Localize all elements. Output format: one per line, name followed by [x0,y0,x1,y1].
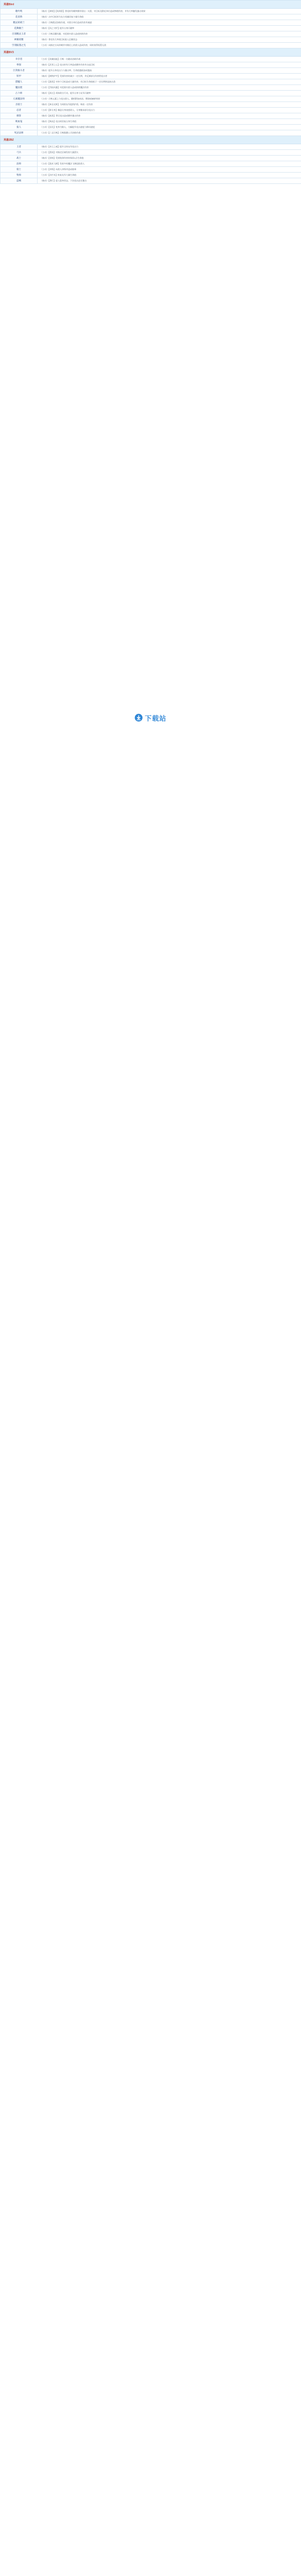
item-name: 巨剑格斗者 [1,68,38,74]
table-row [1,20,301,26]
item-name: 铁甲 [1,74,38,79]
item-description: （主动）【烈焰风暴】对范围内敌人造成持续魔法伤害 [38,85,301,91]
item-name: 拳探 [1,62,38,68]
item-description: （被动）【坚韧】受到致命伤害时保留1点生命值 [38,156,301,161]
table-row [1,156,301,161]
table-row [1,91,301,96]
item-name: 神翼妖精 [1,37,38,43]
item-name: 刺客 [1,113,38,119]
item-description: （主动）【狂化】变身为狼人，大幅提升攻击速度与移动速度 [38,125,301,130]
item-name: 狼人 [1,125,38,130]
item-description: （被动）提升自身攻击力与暴击率，生命值越低加成越高 [38,68,301,74]
table-row [1,130,301,136]
watermark [120,711,181,724]
table-row [1,161,301,167]
table-row [1,31,301,37]
section-title: 英雄BV3 [1,48,301,57]
item-description: （主动）向指定方向冲刺并对路径上的敌人造成伤害，同时获得短暂无敌 [38,43,301,48]
item-name: 弓兵 [1,150,38,156]
section-header [1,136,301,144]
item-description: （主动）【英雄技能】召唤一名随从协助作战 [38,57,301,62]
item-name: 吸血鬼 [1,119,38,125]
table-row [1,85,301,91]
table-row [1,108,301,113]
item-name: 王者 [1,144,38,150]
item-name: 死灵法师 [1,130,38,136]
item-name: 空翎振翅之光 [1,43,38,48]
item-description: （被动）普攻有几率使目标陷入沉睡状态 [38,37,301,43]
skill-table [0,0,301,184]
item-description: （主动）【影分身】制造分身迷惑敌人，分身继承部分攻击力 [38,108,301,113]
item-name: 魔法使 [1,85,38,91]
section-header [1,1,301,9]
item-name: 盗贼 [1,178,38,184]
download-icon [135,714,143,722]
item-description: （主动）【箭雨】对指定区域发射大量箭矢 [38,150,301,156]
item-name: 猎魔人 [1,79,38,85]
table-row [1,119,301,125]
item-description: （主动）【奥术飞弹】发射多枚魔法飞弹追踪敌人 [38,161,301,167]
item-description: （被动）【神圣光辉】为周围友军提供护盾，吸收一定伤害 [38,102,301,108]
table-row [1,68,301,74]
item-description: （被动）【暗杀】背后攻击造成额外暴击伤害 [38,113,301,119]
item-description: （被动）【吸血】攻击时回复自身生命值 [38,119,301,125]
item-name: 骑士 [1,167,38,173]
table-row [1,26,301,31]
item-description: （主动）召唤元素之力攻击敌人，随机附加冰冻、燃烧或麻痹效果 [38,96,301,102]
item-name: 元素魔法师 [1,96,38,102]
item-name: 圣骑士 [1,102,38,108]
table-row [1,9,301,14]
table-row [1,150,301,156]
item-description: （主动）【猎杀】对单个目标造成大量伤害，若目标生命值低于一定比例则直接击杀 [38,79,301,85]
item-name: 精灵莉莉兰 [1,20,38,26]
table-row [1,102,301,108]
table-row [1,173,301,178]
skill-table-body [1,1,301,184]
item-name: 战士 [1,156,38,161]
section-header [1,48,301,57]
item-description: （被动）击中目标时为友方英雄回复少量生命值 [38,14,301,20]
item-description: （被动）【钢铁护甲】受到伤害时减少一定比例，并反弹部分伤害给攻击者 [38,74,301,79]
item-description: （被动）召唤精灵协助作战，对敌方单位造成伤害并减速 [38,20,301,26]
item-description: （被动）【预言】预知敌方行动，提升自身与友军闪避率 [38,91,301,96]
table-row [1,125,301,130]
item-name: 法师 [1,161,38,167]
table-row [1,43,301,48]
item-description: （被动）【武者之心】攻击时有几率造成额外伤害并击退目标 [38,62,301,68]
table-row [1,74,301,79]
item-description: （被动）【潜行】进入隐身状态，下次攻击必定暴击 [38,178,301,184]
table-row [1,62,301,68]
item-description: （被动）【风之守护】提升自身闪避率 [38,26,301,31]
item-name: 花舞幽兰 [1,26,38,31]
table-row [1,79,301,85]
table-row [1,57,301,62]
table-row [1,178,301,184]
item-name: 百翎精灵王者 [1,31,38,37]
item-name: 占卜师 [1,91,38,96]
section-title: 英雄ZBZ [1,136,301,144]
item-description: （主动）【治疗术】恢复友军大量生命值 [38,173,301,178]
item-name: 忍者 [1,108,38,113]
table-row [1,113,301,119]
item-name: 花语娇 [1,14,38,20]
item-description: （主动）召唤羽翼风暴，对范围内敌人造成持续伤害 [38,31,301,37]
item-description: （被动）【神射】【致命箭】普攻时有概率额外射出一支箭，对目标及附近单位造成物理伤害，并有几率触发暴击效果 [38,9,301,14]
table-row [1,14,301,20]
section-title: 英雄Bird [1,1,301,9]
item-name: 歌吟鸣 [1,9,38,14]
table-row [1,167,301,173]
table-row [1,144,301,150]
item-description: （主动）【冲锋】向敌人冲锋并造成眩晕 [38,167,301,173]
table-row [1,96,301,102]
item-name: 牧师 [1,173,38,178]
item-description: （主动）【亡灵召唤】召唤骷髅士兵协助作战 [38,130,301,136]
item-description: （被动）【帝王之威】提升全体友军攻击力 [38,144,301,150]
item-name: 幸存者 [1,57,38,62]
watermark-text: 下载站 [144,715,166,723]
table-row [1,37,301,43]
